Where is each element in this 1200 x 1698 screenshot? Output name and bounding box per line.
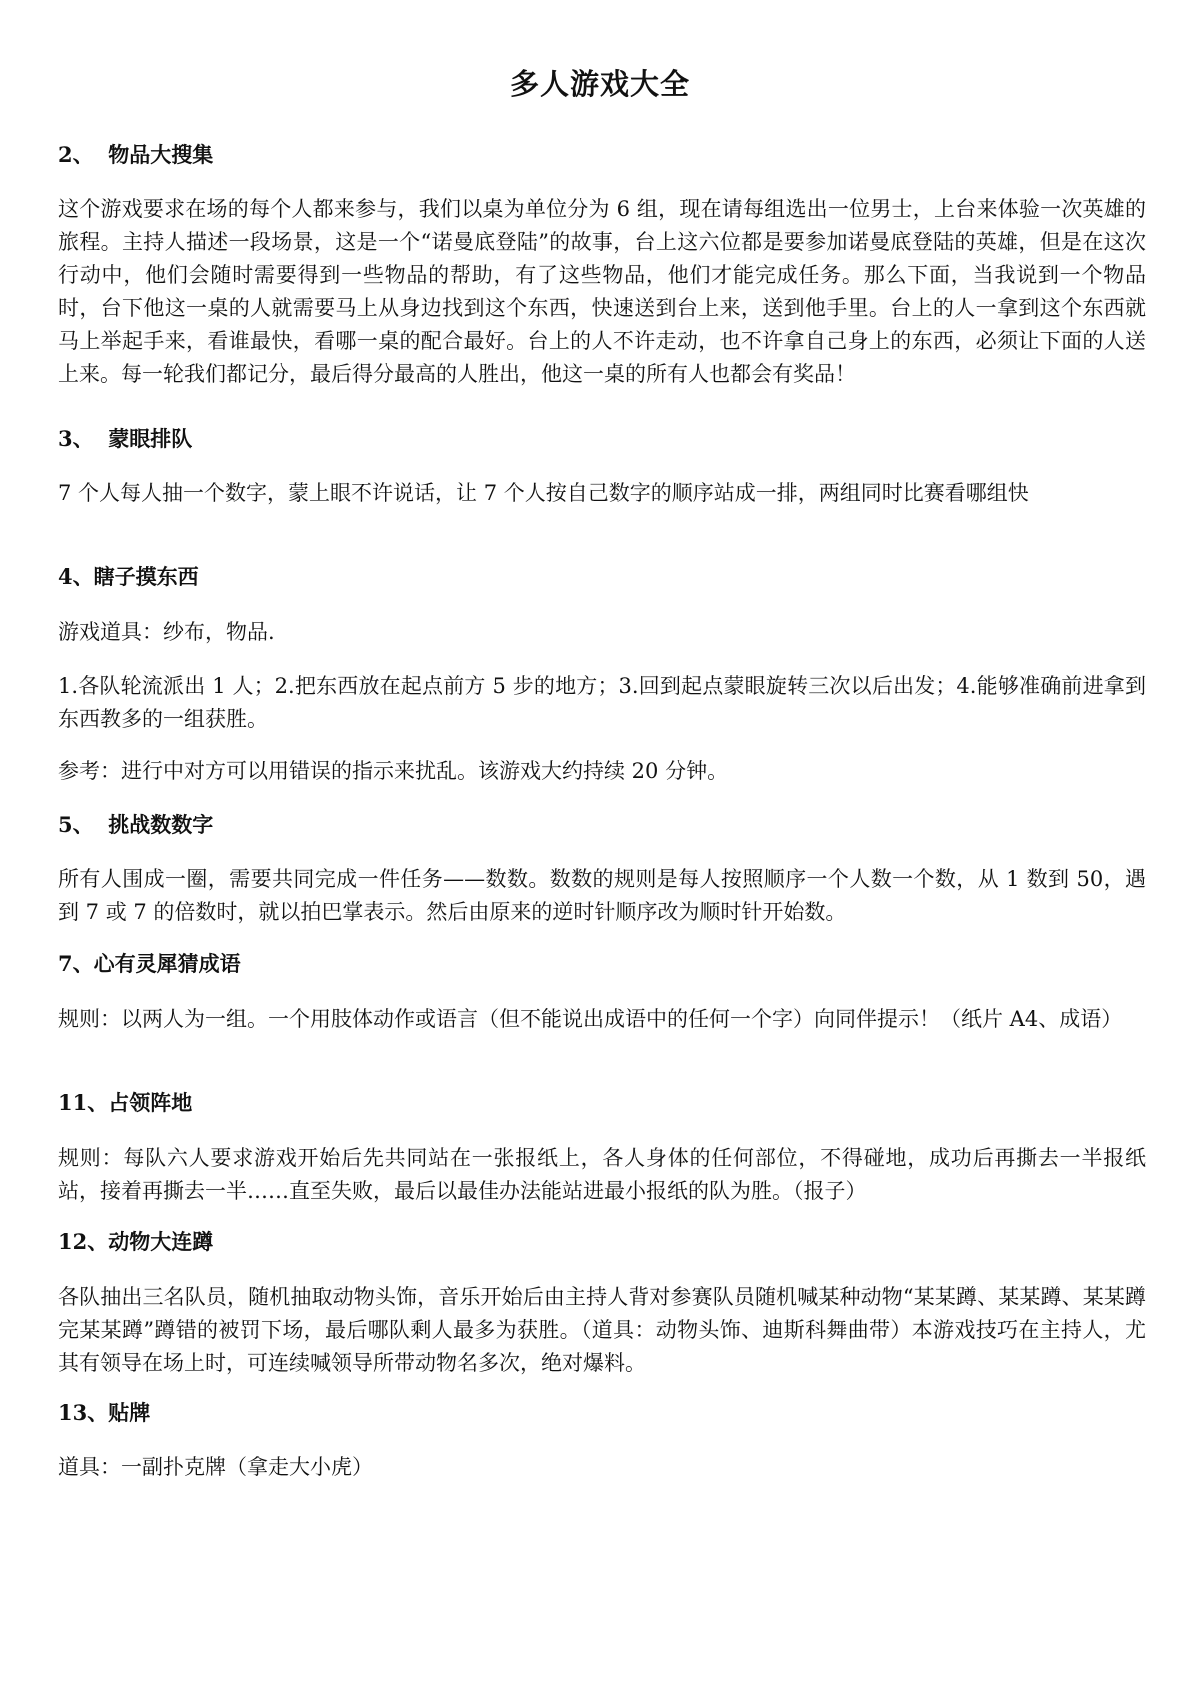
document-title: 多人游戏大全	[509, 67, 690, 101]
section-paragraph: 规则：每队六人要求游戏开始后先共同站在一张报纸上，各人身体的任何部位，不得碰地，成功后再撕去一半报纸站，接着再撕去一半……直至失败，最后以最佳办法能站进最小报纸的队为胜。（报子）	[58, 1146, 1146, 1203]
section-paragraph: 7 个人每人抽一个数字，蒙上眼不许说话，让 7 个人按自己数字的顺序站成一排，两组同时比赛看哪组快	[58, 481, 1029, 505]
section-heading: 4、瞎子摸东西	[58, 564, 199, 589]
section-heading: 11、占领阵地	[58, 1090, 193, 1115]
section-heading: 3、 蒙眼排队	[58, 426, 193, 451]
section-heading: 5、 挑战数数字	[58, 812, 214, 837]
section-paragraph: 规则：以两人为一组。一个用肢体动作或语言（但不能说出成语中的任何一个字）向同伴提示！（纸片 A4、成语）	[58, 1007, 1123, 1031]
section-paragraph: 这个游戏要求在场的每个人都来参与，我们以桌为单位分为 6 组，现在请每组选出一位男士，上台来体验一次英雄的旅程。主持人描述一段场景，这是一个“诺曼底登陆”的故事，台上这六位都是要参加诺曼底登陆的英雄，但是在这次行动中，他们会随时需要得到一些物品的帮助，有了这些物品，他们才能完成任务。那么下面，当我说到一个物品时，台下他这一桌的人就需要马上从身边找到这个东西，快速送到台上来，送到他手里。台上的人一拿到这个东西就马上举起手来，看谁最快，看哪一桌的配合最好。台上的人不许走动，也不许拿自己身上的东西，必须让下面的人送上来。每一轮我们都记分，最后得分最高的人胜出，他这一桌的所有人也都会有奖品！	[58, 197, 1146, 386]
section-paragraph: 参考：进行中对方可以用错误的指示来扰乱。该游戏大约持续 20 分钟。	[58, 759, 729, 783]
section-paragraph: 1.各队轮流派出 1 人；2.把东西放在起点前方 5 步的地方；3.回到起点蒙眼旋转三次以后出发；4.能够准确前进拿到东西教多的一组获胜。	[58, 674, 1146, 731]
section-heading: 2、 物品大搜集	[58, 142, 214, 167]
section-paragraph: 各队抽出三名队员，随机抽取动物头饰，音乐开始后由主持人背对参赛队员随机喊某种动物“某某蹲、某某蹲、某某蹲完某某蹲”蹲错的被罚下场，最后哪队剩人最多为获胜。（道具：动物头饰、迪斯科舞曲带）本游戏技巧在主持人，尤其有领导在场上时，可连续喊领导所带动物名多次，绝对爆料。	[58, 1285, 1146, 1375]
section-heading: 7、心有灵犀猜成语	[58, 951, 241, 976]
section-paragraph: 游戏道具：纱布，物品.	[58, 620, 275, 644]
section-paragraph: 所有人围成一圈，需要共同完成一件任务——数数。数数的规则是每人按照顺序一个人数一个数，从 1 数到 50，遇到 7 或 7 的倍数时，就以拍巴掌表示。然后由原来的逆时针顺序改为顺时针开始数。	[58, 867, 1146, 924]
section-paragraph: 道具：一副扑克牌（拿走大小虎）	[58, 1455, 373, 1479]
section-heading: 12、动物大连蹲	[58, 1229, 214, 1254]
section-heading: 13、贴牌	[58, 1400, 151, 1425]
